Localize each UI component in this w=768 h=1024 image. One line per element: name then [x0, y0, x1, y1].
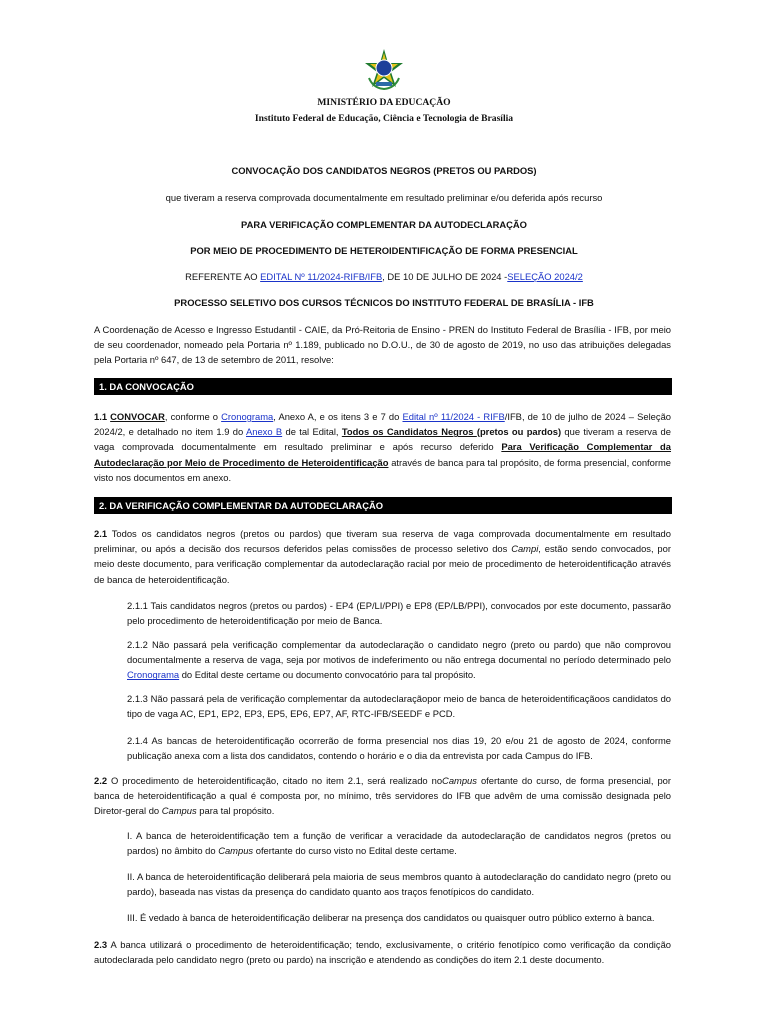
p11-para: Para Verificação Complementar da Autodeclaração por Meio de Procedimento de Heteroidentificação [94, 441, 672, 468]
brazil-coat-of-arms-icon [363, 48, 405, 90]
p11-number: 1.1 [94, 411, 111, 422]
paragraph-1-1 [94, 409, 671, 485]
title-line-3: PARA VERIFICAÇÃO COMPLEMENTAR DA AUTODECLARAÇÃO [241, 219, 527, 230]
edital-11-2024-link[interactable]: Edital nº 11/2024 - RIFB [402, 411, 505, 422]
ministry-name: MINISTÉRIO DA EDUCAÇÃO [317, 97, 451, 108]
pI-campus: Campus [218, 845, 254, 857]
p22-text-1: O procedimento de heteroidentificação, citado no item 2.1, será realizado no [107, 775, 443, 786]
p21-campi: Campi [511, 543, 539, 555]
title-line-6: PROCESSO SELETIVO DOS CURSOS TÉCNICOS DO INSTITUTO FEDERAL DE BRASÍLIA - IFB [174, 297, 594, 308]
p22-text-3: para tal propósito. [196, 805, 275, 817]
paragraph-2-1-4: 2.1.4 As bancas de heteroidentificação ocorrerão de forma presencial nos dias 19, 20 e/ou 21 de agosto de 2024, conforme publicação anexa com a lista dos candidatos, contendo o horário e o dia da entrevista por cada Campus do IFB. [127, 735, 671, 762]
reference-middle: , DE 10 DE JULHO DE 2024 - [382, 271, 508, 282]
title-line-1: CONVOCAÇÃO DOS CANDIDATOS NEGROS (PRETOS OU PARDOS) [231, 165, 537, 176]
p21-text-2: , estão sendo convocados, por meio deste documento, para verificação complementar da autodeclaração racial por meio de procedimento de heteroidentificação através de banca de heteroidentificação. [94, 543, 671, 585]
edital-link[interactable]: EDITAL Nº 11/2024-RIFB/IFB [260, 271, 383, 282]
title-line-2: que tiveram a reserva comprovada documentalmente em resultado preliminar e/ou deferida após recurso [165, 192, 603, 203]
p23-number: 2.3 [94, 939, 108, 950]
pI-text-2: ofertante do curso visto no Edital deste certame. [253, 845, 457, 857]
intro-paragraph: A Coordenação de Acesso e Ingresso Estudantil - CAIE, da Pró-Reitoria de Ensino - PREN do Instituto Federal de Brasília - IFB, por meio de seu coordenador, nomeado pela Portaria nº 1.189, publicado no D.O.U., de 30 de agosto de 2019, no uso das atribuições delegadas pela Portaria nº 647, de 13 de setembro de 2011, resolve: [94, 324, 671, 366]
paragraph-2-1 [94, 526, 671, 587]
p11-convocar: CONVOCAR [110, 411, 165, 422]
paragraph-2-2 [94, 773, 671, 819]
cronograma-link[interactable]: Cronograma [221, 411, 274, 422]
p212-text-2: do Edital deste certame ou documento convocatório para tal propósito. [179, 669, 476, 681]
paragraph-2-3 [94, 937, 671, 967]
p11-text-1: , conforme o [164, 411, 222, 422]
p22-text-2: ofertante do curso, de forma presencial, por banca de heteroidentificação a qual é composta por, no mínimo, três servidores do IFB que advêm de uma comissão designada pelo Diretor-geral do [94, 775, 671, 817]
p21-text-1: Todos os candidatos negros (pretos ou pardos) que tiveram sua reserva de vaga comprovada documentalmente em resultado preliminar, ou após a decisão dos recursos deferidos pelas comissões de processo seletivo dos [94, 528, 671, 555]
pI-text-1: I. A banca de heteroidentificação tem a função de verificar a veracidade da autodeclaração de candidatos negros (pretos ou pardos) no âmbito do [127, 830, 671, 857]
p22-campus-1: Campus [442, 775, 477, 786]
p11-text-3: /IFB, de 10 de julho de 2024 – Seleção 2024/2, e detalhado no item 1.9 do [94, 411, 671, 438]
p22-number: 2.2 [94, 775, 108, 786]
p11-text-5: que tiveram a reserva de vaga comprovada documentalmente em resultado preliminar e após recurso deferido [94, 426, 671, 453]
title-reference-line [94, 269, 674, 284]
paragraph-2-1-2 [127, 637, 671, 683]
paragraph-2-2-i [127, 828, 671, 858]
institute-name: Instituto Federal de Educação, Ciência e Tecnologia de Brasília [254, 113, 514, 124]
p212-text-1: 2.1.2 Não passará pela verificação complementar da autodeclaração o candidato negro (preto ou pardo) que não comprovou documentalmente a reserva de vaga, seja por motivos de indeferimento ou não entrega documental no período determinado pelo [127, 639, 671, 666]
paragraph-2-2-ii: II. A banca de heteroidentificação deliberará pela maioria de seus membros quanto à autodeclaração do candidato negro (preto ou pardo), baseada nas vistas da presença do candidato quanto aos traços fenotípicos do candidato. [127, 871, 671, 898]
p11-text-6: através de banca para tal propósito, de forma presencial, conforme visto nos documentos em anexo. [94, 456, 671, 483]
section-2-heading: 2. DA VERIFICAÇÃO COMPLEMENTAR DA AUTODECLARAÇÃO [94, 497, 672, 514]
p11-todos: Todos os Candidatos Negros [341, 426, 477, 438]
p11-text-2: , Anexo A, e os itens 3 e 7 do [273, 411, 403, 422]
anexo-b-link[interactable]: Anexo B [246, 426, 283, 438]
section-1-heading: 1. DA CONVOCAÇÃO [94, 378, 672, 395]
paragraph-2-1-1: 2.1.1 Tais candidatos negros (pretos ou pardos) - EP4 (EP/LI/PPI) e EP8 (EP/LB/PPI), convocados por este documento, passarão pelo procedimento de heteroidentificação por meio de Banca. [127, 600, 671, 627]
selecao-link[interactable]: SELEÇÃO 2024/2 [507, 271, 583, 282]
p11-text-4: de tal Edital, [282, 426, 342, 438]
title-line-4: POR MEIO DE PROCEDIMENTO DE HETEROIDENTIFICAÇÃO DE FORMA PRESENCIAL [190, 245, 578, 256]
p23-text-1: A banca utilizará o procedimento de heteroidentificação; tendo, exclusivamente, o critério fenotípico como verificação da condição autodeclarada pelo candidato negro (preto ou pardo) na inscrição e atendendo as condições do item 2.1 deste documento. [94, 939, 671, 966]
p22-campus-2: Campus [161, 805, 197, 817]
p21-number: 2.1 [94, 528, 108, 539]
paragraph-2-2-iii: III. É vedado à banca de heteroidentificação deliberar na presença dos candidatos ou quaisquer outro público externo à banca. [127, 912, 655, 923]
paragraph-2-1-3: 2.1.3 Não passará pela de verificação complementar da autodeclaraçãopor meio de banca de heteroidentificaçãoos candidatos do tipo de vaga AC, EP1, EP2, EP3, EP5, EP6, EP7, AF, RTC-IFB/SEEDF e PCD. [127, 693, 671, 720]
p11-pretos: (pretos ou pardos) [476, 426, 562, 438]
reference-prefix: REFERENTE AO [185, 271, 261, 282]
cronograma-link-2[interactable]: Cronograma [127, 669, 180, 681]
